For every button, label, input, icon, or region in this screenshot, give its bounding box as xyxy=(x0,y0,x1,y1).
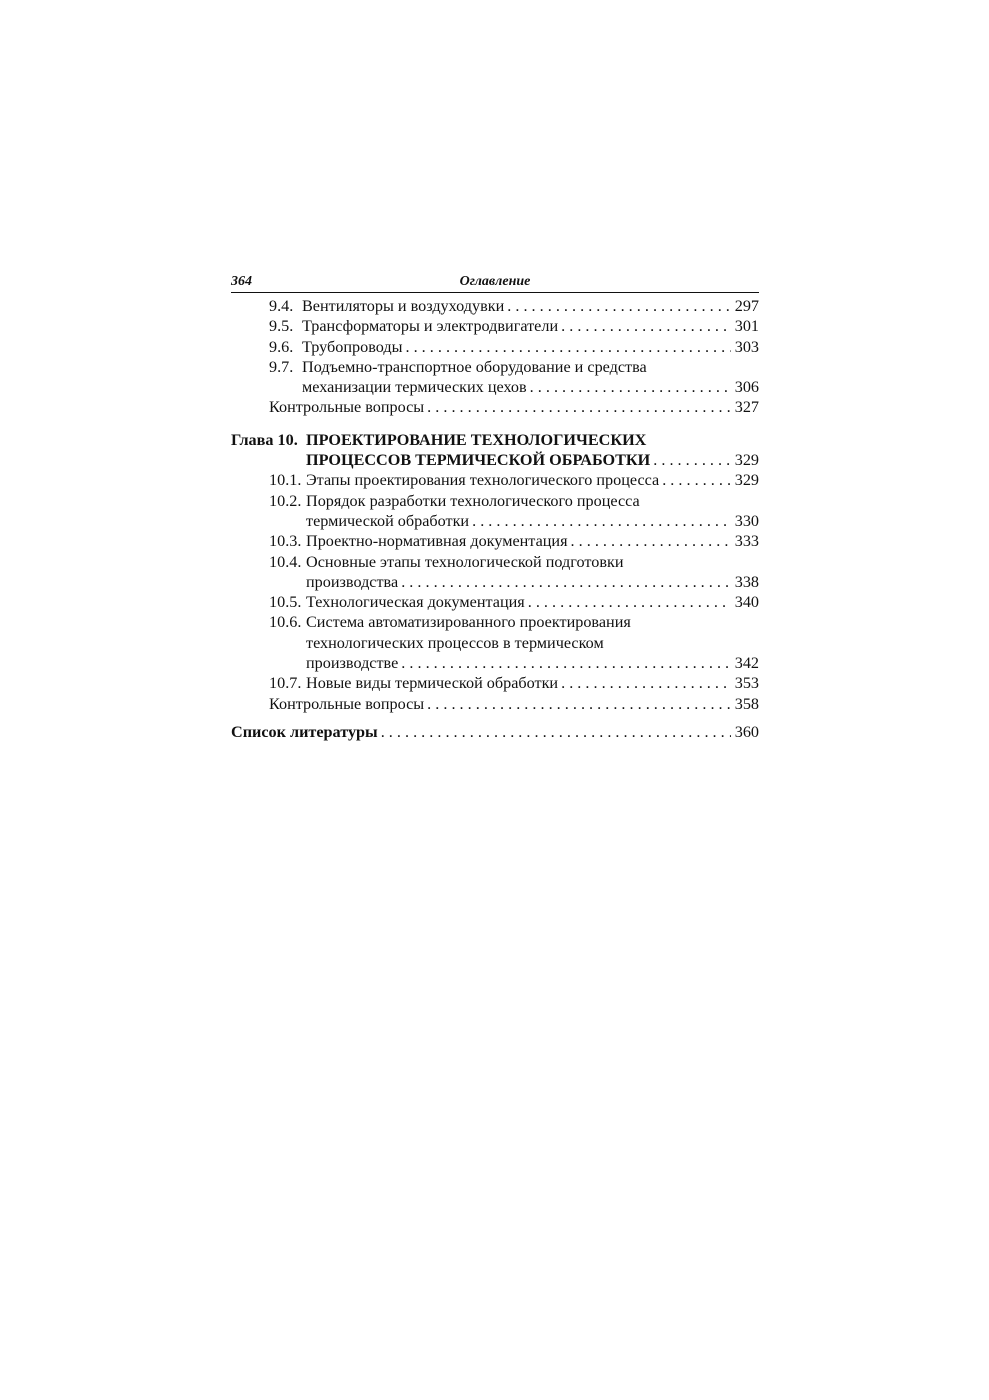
toc-entry-10-4 xyxy=(231,552,759,572)
bibliography-page: 360 xyxy=(734,722,759,741)
toc-entry-title: Система автоматизированного проектирования xyxy=(306,613,631,632)
toc-entry-number: 9.5. xyxy=(269,317,294,336)
toc-entry-10-5 xyxy=(231,592,759,612)
toc-entry-title: Этапы проектирования технологического процесса xyxy=(306,471,660,490)
toc-entry-ch9-questions xyxy=(231,397,759,417)
running-head xyxy=(231,272,759,293)
chapter-title: ПРОЕКТИРОВАНИЕ ТЕХНОЛОГИЧЕСКИХ xyxy=(306,430,647,449)
toc-entry-9-7-continued xyxy=(231,377,759,397)
toc-entry-page: 353 xyxy=(734,674,759,693)
toc-entry-title: Вентиляторы и воздуходувки xyxy=(302,297,505,315)
table-of-contents xyxy=(231,296,759,742)
toc-entry-page: 329 xyxy=(734,471,759,490)
toc-entry-10-6 xyxy=(231,612,759,632)
toc-entry-number: 9.4. xyxy=(269,297,294,315)
toc-entry-10-2-continued xyxy=(231,511,759,531)
dot-leader xyxy=(405,337,730,357)
toc-entry-page: 338 xyxy=(734,572,759,591)
toc-entry-title-continued: производстве xyxy=(306,654,399,673)
toc-entry-10-1 xyxy=(231,470,759,490)
toc-entry-ch10-questions xyxy=(231,694,759,714)
dot-leader xyxy=(472,511,731,531)
toc-entry-10-6-continued-2 xyxy=(231,653,759,673)
toc-entry-title: Проектно-нормативная документация xyxy=(306,532,568,551)
dot-leader xyxy=(427,397,731,417)
toc-entry-number: 10.4. xyxy=(269,552,302,571)
toc-chapter-10 xyxy=(231,430,759,450)
toc-entry-10-2 xyxy=(231,491,759,511)
toc-entry-page: 297 xyxy=(734,297,759,315)
dot-leader xyxy=(381,722,731,742)
running-title: Оглавление xyxy=(459,274,531,289)
toc-entry-title: Контрольные вопросы xyxy=(269,398,425,417)
toc-entry-title: Порядок разработки технологического процесса xyxy=(306,491,640,510)
toc-entry-number: 10.5. xyxy=(269,593,302,612)
toc-entry-10-4-continued xyxy=(231,572,759,592)
toc-entry-10-6-continued xyxy=(231,633,759,653)
toc-entry-page: 327 xyxy=(734,398,759,417)
toc-entry-number: 9.7. xyxy=(269,357,294,376)
toc-entry-number: 10.1. xyxy=(269,471,302,490)
toc-entry-page: 333 xyxy=(734,532,759,551)
chapter-number: Глава 10. xyxy=(231,430,298,449)
toc-entry-title: Контрольные вопросы xyxy=(269,694,425,713)
toc-entry-title: Подъемно-транспортное оборудование и средства xyxy=(302,357,647,376)
toc-entry-title: Новые виды термической обработки xyxy=(306,674,559,693)
toc-entry-number: 10.3. xyxy=(269,532,302,551)
toc-entry-title: Трубопроводы xyxy=(302,337,403,356)
dot-leader xyxy=(662,470,731,490)
toc-entry-number: 10.2. xyxy=(269,491,302,510)
toc-entry-title-continued: термической обработки xyxy=(306,511,470,530)
toc-entry-number: 9.6. xyxy=(269,337,294,356)
toc-entry-title-continued: производства xyxy=(306,572,399,591)
toc-entry-9-4 xyxy=(231,296,759,316)
dot-leader xyxy=(401,572,731,592)
dot-leader xyxy=(401,653,730,673)
toc-entry-title-continued: механизации термических цехов xyxy=(302,378,527,397)
toc-entry-page: 301 xyxy=(734,317,759,336)
toc-entry-10-3 xyxy=(231,531,759,551)
toc-chapter-10-continued xyxy=(231,450,759,470)
spacer xyxy=(231,418,759,424)
bibliography-title: Список литературы xyxy=(231,722,378,741)
dot-leader xyxy=(653,450,730,470)
toc-entry-title: Технологическая документация xyxy=(306,593,525,612)
toc-entry-page: 330 xyxy=(734,511,759,530)
dot-leader xyxy=(528,592,731,612)
toc-entry-page: 303 xyxy=(734,337,759,356)
dot-leader xyxy=(561,673,731,693)
dot-leader xyxy=(530,377,731,397)
toc-entry-9-5 xyxy=(231,316,759,336)
toc-entry-10-7 xyxy=(231,673,759,693)
chapter-page: 329 xyxy=(734,451,759,470)
book-page xyxy=(231,272,759,742)
toc-entry-number: 10.7. xyxy=(269,674,302,693)
toc-entry-page: 358 xyxy=(734,694,759,713)
dot-leader xyxy=(571,531,731,551)
toc-entry-9-7 xyxy=(231,357,759,377)
page-number: 364 xyxy=(231,274,252,289)
toc-entry-page: 306 xyxy=(734,378,759,397)
toc-entry-title: Основные этапы технологической подготовки xyxy=(306,552,624,571)
toc-entry-page: 342 xyxy=(734,654,759,673)
toc-entry-page: 340 xyxy=(734,593,759,612)
dot-leader xyxy=(427,694,731,714)
dot-leader xyxy=(507,296,730,316)
toc-entry-title-continued: технологических процессов в термическом xyxy=(306,633,604,652)
dot-leader xyxy=(561,316,731,336)
toc-entry-title: Трансформаторы и электродвигатели xyxy=(302,317,559,336)
toc-entry-bibliography xyxy=(231,722,759,742)
toc-entry-9-6 xyxy=(231,337,759,357)
chapter-title-continued: ПРОЦЕССОВ ТЕРМИЧЕСКОЙ ОБРАБОТКИ xyxy=(306,451,651,470)
toc-entry-number: 10.6. xyxy=(269,613,302,632)
